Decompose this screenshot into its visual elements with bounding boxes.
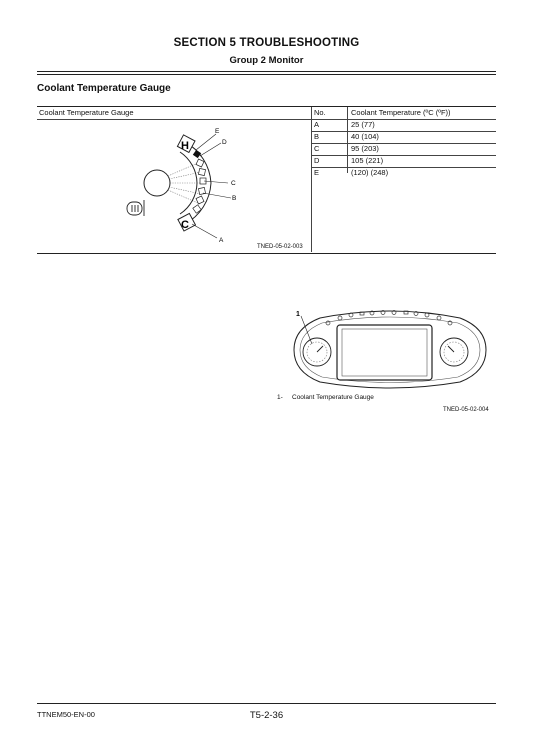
row-rule bbox=[311, 167, 496, 168]
monitor-screen bbox=[342, 329, 427, 376]
section-title: SECTION 5 TROUBLESHOOTING bbox=[173, 37, 360, 49]
row-temp: 95 (203) bbox=[351, 144, 379, 153]
row-no: C bbox=[314, 144, 320, 153]
legend-number: 1- bbox=[277, 394, 283, 401]
subsection-heading: Coolant Temperature Gauge bbox=[37, 83, 171, 94]
page-number: T5-2-36 bbox=[249, 710, 284, 721]
table-divider bbox=[311, 107, 312, 252]
figure-code-1: TNED-05-02-003 bbox=[257, 244, 303, 250]
row-rule bbox=[311, 155, 496, 156]
coolant-gauge-diagram bbox=[100, 120, 260, 248]
callout-b: B bbox=[232, 195, 237, 202]
legend-text: Coolant Temperature Gauge bbox=[292, 394, 374, 401]
document-code: TTNEM50-EN-00 bbox=[37, 710, 95, 719]
row-no: D bbox=[314, 156, 320, 165]
row-temp: (120) (248) bbox=[351, 168, 389, 177]
row-temp: 40 (104) bbox=[351, 132, 379, 141]
row-rule bbox=[311, 143, 496, 144]
gauge-segments bbox=[193, 150, 206, 213]
header-rule-bottom bbox=[37, 74, 496, 75]
monitor-diagram bbox=[290, 306, 490, 392]
callout-a: A bbox=[219, 237, 224, 244]
footer-rule bbox=[37, 703, 496, 704]
row-temp: 105 (221) bbox=[351, 156, 384, 165]
callout-lines bbox=[192, 134, 231, 238]
figure-header: Coolant Temperature Gauge bbox=[39, 108, 134, 117]
group-title: Group 2 Monitor bbox=[229, 55, 304, 66]
cold-label: C bbox=[181, 219, 189, 231]
coolant-temp-icon bbox=[127, 200, 144, 216]
callout-c: C bbox=[231, 180, 236, 187]
row-rule bbox=[311, 131, 496, 132]
col-temp-header: Coolant Temperature (ºC (ºF)) bbox=[351, 108, 451, 117]
figure-code-2: TNED-05-02-004 bbox=[443, 407, 489, 413]
col-no-header: No. bbox=[314, 108, 326, 117]
callout-e: E bbox=[215, 128, 220, 135]
row-no: B bbox=[314, 132, 320, 141]
header-rule-top bbox=[37, 71, 496, 72]
callout-d: D bbox=[222, 139, 227, 146]
row-temp: 25 (77) bbox=[351, 120, 375, 129]
row-no: A bbox=[314, 120, 320, 129]
table-col-divider bbox=[347, 107, 348, 173]
monitor-callout-1: 1 bbox=[296, 311, 300, 318]
row-no: E bbox=[314, 168, 320, 177]
hot-label: H bbox=[181, 140, 189, 152]
gauge-hub bbox=[144, 170, 170, 196]
